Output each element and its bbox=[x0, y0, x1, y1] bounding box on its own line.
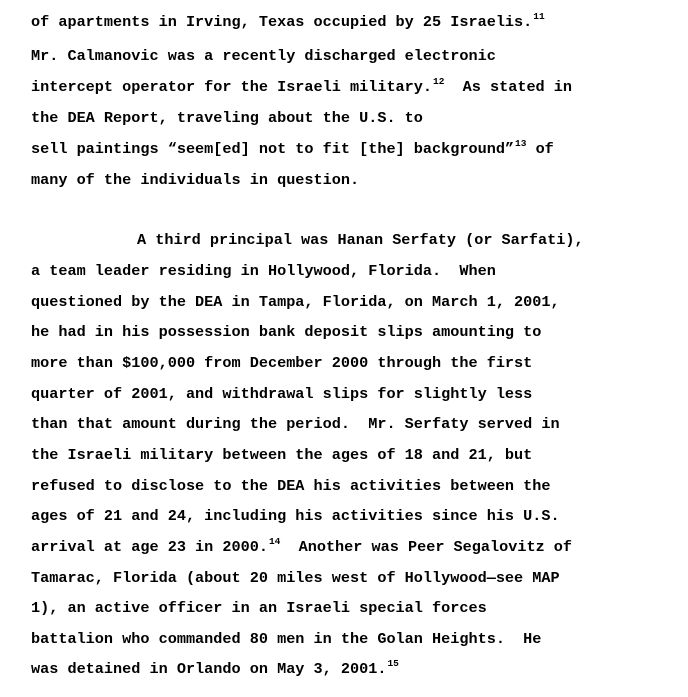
line-text: the DEA Report, traveling about the U.S. to bbox=[31, 109, 423, 127]
line-text: Tamarac, Florida (about 20 miles west of Hollywood—see MAP bbox=[31, 569, 560, 587]
text-line bbox=[31, 12, 545, 32]
line-text: was detained in Orlando on May 3, 2001. bbox=[31, 660, 387, 678]
text-line bbox=[31, 108, 423, 128]
text-line bbox=[31, 629, 541, 649]
text-line bbox=[31, 46, 496, 66]
text-line bbox=[31, 476, 551, 496]
line-text: many of the individuals in question. bbox=[31, 171, 360, 189]
text-line bbox=[31, 139, 554, 159]
footnote-ref: 14 bbox=[268, 536, 281, 547]
line-text: refused to disclose to the DEA his activities between the bbox=[31, 477, 551, 495]
text-line bbox=[31, 261, 496, 281]
line-text: sell paintings “seem[ed] not to fit [the] background” bbox=[31, 140, 515, 158]
text-line bbox=[31, 598, 487, 618]
footnote-ref: 15 bbox=[387, 658, 399, 669]
line-text: quarter of 2001, and withdrawal slips for slightly less bbox=[31, 385, 533, 403]
line-text: 1), an active officer in an Israeli special forces bbox=[31, 599, 487, 617]
text-line bbox=[31, 659, 399, 679]
footnote-ref: 12 bbox=[433, 76, 445, 87]
text-line bbox=[31, 568, 560, 588]
line-text: more than $100,000 from December 2000 through the first bbox=[31, 354, 533, 372]
footnote-ref: 13 bbox=[515, 138, 527, 149]
text-line bbox=[31, 77, 572, 97]
text-line bbox=[31, 445, 532, 465]
line-text-continued: As stated in bbox=[444, 78, 573, 96]
text-line bbox=[31, 353, 532, 373]
footnote-ref: 11 bbox=[533, 11, 545, 22]
line-text: Mr. Calmanovic was a recently discharged electronic bbox=[31, 47, 496, 65]
line-text: a team leader residing in Hollywood, Florida. When bbox=[31, 262, 496, 280]
line-text: battalion who commanded 80 men in the Golan Heights. He bbox=[31, 630, 542, 648]
line-text: arrival at age 23 in 2000. bbox=[31, 538, 268, 556]
text-line bbox=[31, 384, 532, 404]
text-line bbox=[31, 322, 541, 342]
text-line bbox=[31, 414, 560, 434]
line-text: intercept operator for the Israeli military. bbox=[31, 78, 433, 96]
line-text-continued: Another was Peer Segalovitz of bbox=[280, 538, 573, 556]
line-text: than that amount during the period. Mr. Serfaty served in bbox=[31, 415, 560, 433]
line-text: ages of 21 and 24, including his activities since his U.S. bbox=[31, 507, 560, 525]
line-text: A third principal was Hanan Serfaty (or Sarfati), bbox=[137, 231, 584, 249]
line-text: questioned by the DEA in Tampa, Florida, on March 1, 2001, bbox=[31, 293, 560, 311]
text-line bbox=[31, 292, 560, 312]
text-line bbox=[137, 230, 584, 250]
line-text: he had in his possession bank deposit slips amounting to bbox=[31, 323, 542, 341]
line-text: the Israeli military between the ages of 18 and 21, but bbox=[31, 446, 533, 464]
text-line bbox=[31, 170, 359, 190]
line-text-continued: of bbox=[526, 140, 554, 158]
text-line bbox=[31, 537, 572, 557]
line-text: of apartments in Irving, Texas occupied by 25 Israelis. bbox=[31, 13, 533, 31]
text-line bbox=[31, 506, 560, 526]
